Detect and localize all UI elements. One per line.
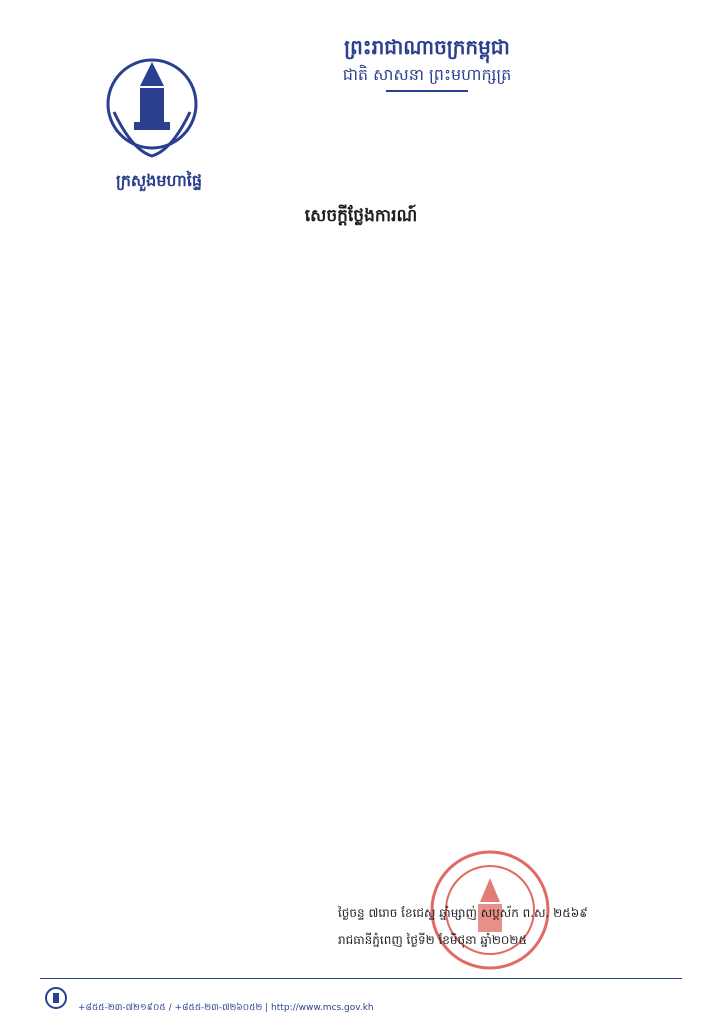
national-motto: ជាតិ សាសនា ព្រះមហាក្សត្រ: [342, 65, 512, 84]
motto-divider: [386, 90, 468, 92]
ministry-emblem-icon: [104, 52, 200, 164]
page-title: សេចក្តីថ្លែងការណ៍: [304, 206, 418, 226]
statement-paragraph-2: [118, 484, 634, 694]
ministry-logo-icon: [44, 986, 68, 1010]
statement-paragraph-1: [118, 234, 634, 454]
date-lunar: ថ្ងៃចន្ទ ៧រោច ខែជេស្ឋ ឆ្នាំម្សាញ់ សប្តស័ក ព.ស. ២៥៦៩: [338, 906, 588, 920]
statement-paragraph-3: [118, 718, 634, 848]
kingdom-title: ព្រះរាជាណាចក្រកម្ពុជា: [344, 35, 510, 59]
footer-divider: [40, 978, 682, 979]
footer-contact: +៨៥៥-២៣-៧២១៩០៥ / +៨៥៥-២៣-៧២៦០៥២ | http://www.mcs.gov.kh: [78, 1003, 374, 1013]
date-solar: រាជធានីភ្នំពេញ ថ្ងៃទី២ ខែមិថុនា ឆ្នាំ២០២៥: [338, 933, 527, 947]
ministry-name: ក្រសួងមហាផ្ទៃ: [116, 171, 203, 190]
